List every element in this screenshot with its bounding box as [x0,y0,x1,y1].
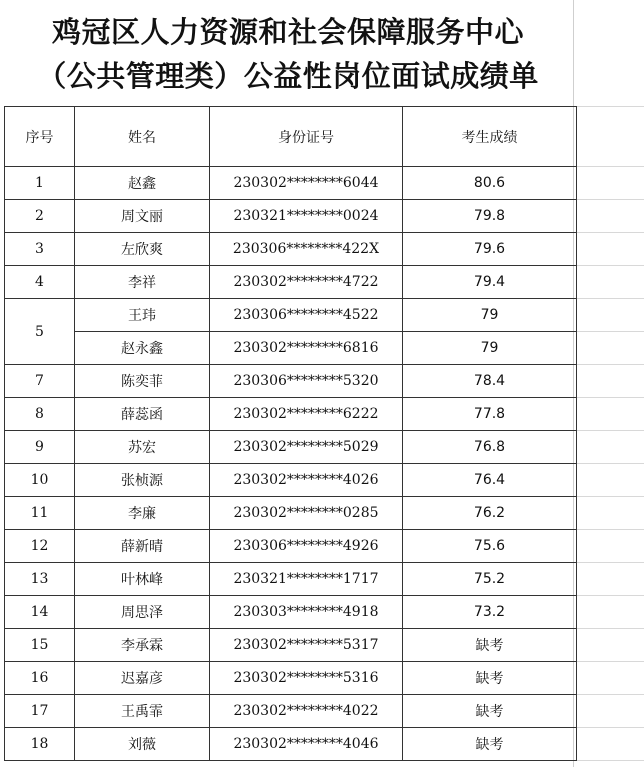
cell-score: 79 [403,332,577,365]
cell-index: 7 [5,365,75,398]
cell-index: 10 [5,464,75,497]
cell-index: 3 [5,233,75,266]
cell-id-number: 230302********5317 [210,629,403,662]
cell-name: 周思泽 [75,596,210,629]
table-row [5,662,577,695]
cell-score: 79.6 [403,233,577,266]
grid-line [574,463,644,464]
grid-line [574,430,644,431]
cell-name: 赵鑫 [75,167,210,200]
cell-id-number: 230302********6044 [210,167,403,200]
cell-index: 16 [5,662,75,695]
cell-name: 叶林峰 [75,563,210,596]
table-row [5,200,577,233]
table-row [5,398,577,431]
cell-name: 陈奕菲 [75,365,210,398]
cell-score: 76.8 [403,431,577,464]
table-row [5,497,577,530]
cell-score: 缺考 [403,728,577,761]
cell-score: 76.4 [403,464,577,497]
cell-id-number: 230306********5320 [210,365,403,398]
grid-line [574,628,644,629]
cell-name: 赵永鑫 [75,332,210,365]
table-row [5,530,577,563]
grid-line [574,595,644,596]
cell-score: 79 [403,299,577,332]
cell-score: 80.6 [403,167,577,200]
cell-name: 周文丽 [75,200,210,233]
cell-id-number: 230302********5316 [210,662,403,695]
cell-index: 14 [5,596,75,629]
table-row [5,167,577,200]
header-index: 序号 [5,107,75,167]
document-title [4,6,572,102]
grid-line [574,727,644,728]
cell-index: 5 [5,299,75,365]
cell-index: 1 [5,167,75,200]
cell-index: 2 [5,200,75,233]
header-row [5,107,577,167]
title-line-1: 鸡冠区人力资源和社会保障服务中心 [51,15,524,49]
cell-id-number: 230302********4022 [210,695,403,728]
cell-id-number: 230306********422X [210,233,403,266]
table-row [5,365,577,398]
cell-index: 8 [5,398,75,431]
table-row [5,728,577,761]
empty-grid-column [573,0,644,767]
cell-index: 11 [5,497,75,530]
cell-name: 薛蕊函 [75,398,210,431]
header-id-number: 身份证号 [210,107,403,167]
table-row [5,596,577,629]
cell-name: 王禹霏 [75,695,210,728]
grid-line [574,232,644,233]
cell-id-number: 230321********0024 [210,200,403,233]
cell-id-number: 230302********6222 [210,398,403,431]
cell-score: 缺考 [403,629,577,662]
cell-index: 18 [5,728,75,761]
table-row [5,629,577,662]
cell-id-number: 230306********4522 [210,299,403,332]
table-row [5,563,577,596]
cell-score: 77.8 [403,398,577,431]
cell-score: 76.2 [403,497,577,530]
grid-line [574,529,644,530]
cell-name: 李承霖 [75,629,210,662]
grid-line [574,760,644,761]
header-score: 考生成绩 [403,107,577,167]
grid-line [574,562,644,563]
title-line-2: （公共管理类）公益性岗位面试成绩单 [37,59,539,93]
cell-name: 苏宏 [75,431,210,464]
cell-id-number: 230302********6816 [210,332,403,365]
grid-line [574,694,644,695]
cell-index: 9 [5,431,75,464]
table-row [5,431,577,464]
score-table [4,106,577,761]
cell-id-number: 230321********1717 [210,563,403,596]
table-row [5,464,577,497]
cell-name: 迟嘉彦 [75,662,210,695]
cell-name: 左欣爽 [75,233,210,266]
grid-line [574,397,644,398]
table-row [5,266,577,299]
table-row [5,695,577,728]
grid-line [574,265,644,266]
cell-name: 李祥 [75,266,210,299]
cell-name: 王玮 [75,299,210,332]
grid-line [574,106,644,107]
cell-score: 75.6 [403,530,577,563]
cell-score: 78.4 [403,365,577,398]
cell-id-number: 230302********0285 [210,497,403,530]
grid-line [574,661,644,662]
cell-index: 13 [5,563,75,596]
cell-index: 15 [5,629,75,662]
cell-score: 79.4 [403,266,577,299]
grid-line [574,331,644,332]
cell-id-number: 230302********5029 [210,431,403,464]
cell-score: 75.2 [403,563,577,596]
cell-name: 薛新晴 [75,530,210,563]
cell-id-number: 230302********4026 [210,464,403,497]
cell-index: 17 [5,695,75,728]
cell-score: 缺考 [403,662,577,695]
cell-id-number: 230306********4926 [210,530,403,563]
grid-line [574,166,644,167]
table-row [5,299,577,332]
grid-line [574,496,644,497]
cell-name: 刘薇 [75,728,210,761]
cell-index: 12 [5,530,75,563]
cell-score: 73.2 [403,596,577,629]
cell-id-number: 230302********4046 [210,728,403,761]
header-name: 姓名 [75,107,210,167]
cell-id-number: 230302********4722 [210,266,403,299]
grid-line [574,298,644,299]
cell-name: 李廉 [75,497,210,530]
cell-index: 4 [5,266,75,299]
grid-line [574,364,644,365]
grid-line [574,199,644,200]
cell-score: 79.8 [403,200,577,233]
table-row [5,332,577,365]
table-row [5,233,577,266]
cell-score: 缺考 [403,695,577,728]
cell-name: 张桢源 [75,464,210,497]
cell-id-number: 230303********4918 [210,596,403,629]
